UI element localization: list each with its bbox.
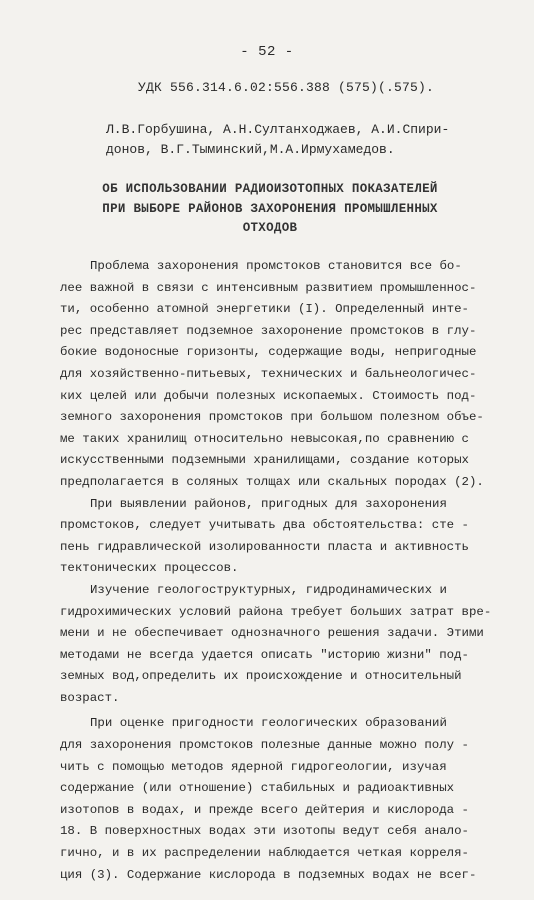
- authors-line: донов, В.Г.Тыминский,М.А.Ирмухамедов.: [106, 142, 395, 157]
- text-line: содержание (или отношение) стабильных и радиоактивных: [60, 781, 455, 796]
- text-line: методами не всегда удается описать "историю жизни" под-: [60, 647, 469, 662]
- text-line: промстоков, следует учитывать два обстоятельства: сте -: [60, 518, 469, 533]
- text-line: чить с помощью методов ядерной гидрогеологии, изучая: [60, 759, 447, 774]
- text-line: ти, особенно атомной энергетики (I). Определенный инте-: [60, 302, 469, 317]
- text-line: лее важной в связи с интенсивным развитием промышленнос-: [60, 280, 477, 295]
- paragraph: [60, 494, 500, 580]
- text-line: ция (3). Содержание кислорода в подземных водах не всег-: [60, 867, 477, 882]
- article-title: [60, 180, 480, 239]
- text-line: для хозяйственно-питьевых, технических и бальнеологичес-: [60, 366, 477, 381]
- title-line: ПРИ ВЫБОРЕ РАЙОНОВ ЗАХОРОНЕНИЯ ПРОМЫШЛЕННЫХ: [102, 201, 438, 216]
- text-line: искусственными подземными хранилищами, создание которых: [60, 453, 469, 468]
- text-line: мени и не обеспечивает однозначного решения задачи. Этими: [60, 626, 484, 641]
- authors-block: [106, 120, 449, 160]
- text-line: для захоронения промстоков полезные данные можно полу -: [60, 738, 469, 753]
- text-line: рес представляет подземное захоронение промстоков в глу-: [60, 323, 477, 338]
- authors-line: Л.В.Горбушина, А.Н.Султанходжаев, А.И.Спири-: [106, 122, 450, 137]
- text-line: земного захоронения промстоков при большом полезном объе-: [60, 410, 484, 425]
- text-line: Проблема захоронения промстоков становится все бо-: [90, 259, 462, 273]
- text-line: ме таких хранилищ относительно невысокая,по сравнению с: [60, 431, 469, 446]
- paragraph: [60, 580, 500, 710]
- text-line: пень гидравлической изолированности пласта и активность: [60, 539, 469, 554]
- text-line: гидрохимических условий района требует больших затрат вре-: [60, 604, 492, 619]
- text-line: ких целей или добычи полезных ископаемых. Стоимость под-: [60, 388, 477, 403]
- paragraph: [60, 256, 500, 494]
- article-body: [60, 256, 500, 886]
- text-line: земных вод,определить их происхождение и относительный: [60, 669, 462, 684]
- text-line: При выявлении районов, пригодных для захоронения: [90, 496, 447, 511]
- text-line: Изучение геологоструктурных, гидродинамических и: [90, 582, 447, 597]
- text-line: бокие водоносные горизонты, содержащие воды, непригодные: [60, 345, 477, 360]
- paragraph: [60, 713, 500, 886]
- text-line: предполагается в соляных толщах или скальных породах (2).: [60, 474, 484, 489]
- udk-code: УДК 556.314.6.02:556.388 (575)(.575).: [138, 80, 435, 95]
- page-number: - 52 -: [240, 44, 294, 60]
- text-line: При оценке пригодности геологических образований: [90, 716, 447, 731]
- title-line: ОТХОДОВ: [242, 221, 298, 235]
- text-line: гично, и в их распределении наблюдается четкая корреля-: [60, 846, 469, 861]
- title-line: ОБ ИСПОЛЬЗОВАНИИ РАДИОИЗОТОПНЫХ ПОКАЗАТЕЛЕЙ: [102, 182, 438, 196]
- text-line: тектонических процессов.: [60, 561, 239, 576]
- text-line: изотопов в водах, и прежде всего дейтерия и кислорода -: [60, 802, 469, 817]
- text-line: возраст.: [60, 690, 120, 705]
- text-line: 18. В поверхностных водах эти изотопы ведут себя анало-: [60, 824, 469, 839]
